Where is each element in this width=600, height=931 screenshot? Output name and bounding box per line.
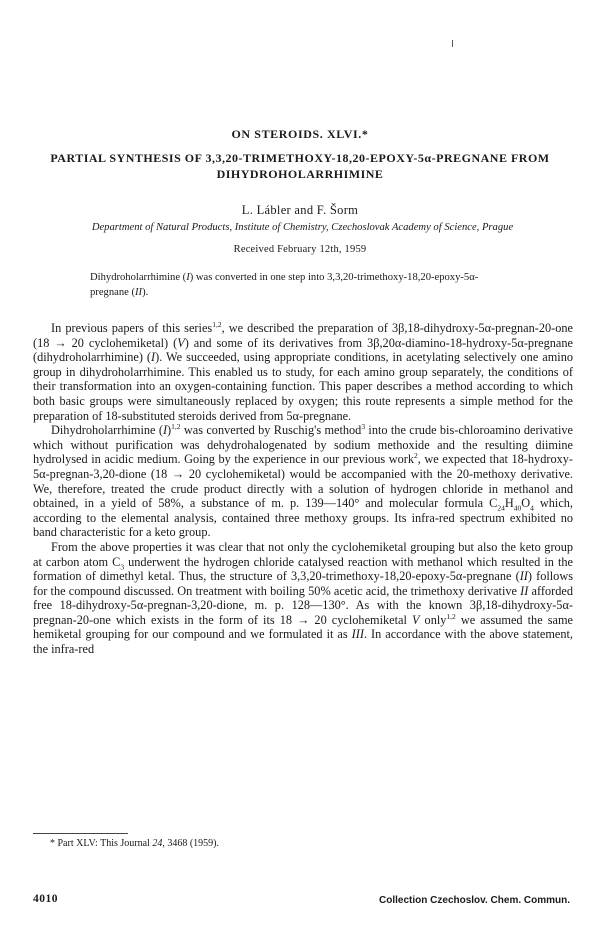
text-run: ) and some of its derivatives from 3β,20α-diamino-18-hydroxy-5α-pregnane (dihydroholarrhimine) ( [33, 335, 573, 365]
abstract-text: Dihydroholarrhimine ( [90, 272, 187, 283]
compound-ref: III [351, 627, 364, 642]
text-run: underwent the hydrogen chloride catalysed reaction with methanol which resulted in the formation of dimethyl ketal. Thus, the structure of 3,3,20-trimethoxy-18,20-epoxy-5α-pregnane ( [33, 554, 573, 584]
received-date: Received February 12th, 1959 [233, 244, 367, 255]
text-run: , we described the preparation of 3β,18-dihydroxy-5α-pregnan-20-one (18 → 20 cyclohemiketal) ( [33, 321, 573, 350]
citation-ref: 2 [413, 451, 418, 461]
text-run: which, according to the elemental analysis, contained three methoxy groups. Its infra-red spectrum exhibited no band characteristic for a keto group. [33, 496, 573, 540]
formula-subscript: 3 [120, 561, 125, 571]
text-run: . In accordance with the above statement, the infra-red [33, 627, 573, 657]
text-run: was converted by Ruschig's method [180, 423, 362, 438]
page-number: 4010 [33, 893, 58, 905]
affiliation: Department of Natural Products, Institute of Chemistry, Czechoslovak Academy of Science, Prague [91, 222, 514, 233]
citation-ref: 3 [361, 422, 366, 432]
text-run: From the above properties it was clear that not only the cyclohemiketal grouping but also the keto group at carbon atom C [33, 539, 573, 569]
paper-title: PARTIAL SYNTHESIS OF 3,3,20-TRIMETHOXY-18,20-EPOXY-5α-PREGNANE FROM DIHYDROHOLARRHIMINE [50, 151, 550, 181]
compound-ref: II [135, 286, 143, 298]
text-run: we assumed the same hemiketal grouping for our compound and we formulated it as [33, 612, 573, 642]
compound-ref: I [162, 423, 168, 438]
compound-ref: V [411, 612, 420, 627]
text-run: ) [167, 423, 172, 438]
compound-ref: V [177, 335, 185, 350]
formula-subscript: 40 [513, 503, 522, 513]
paragraph-2 [33, 423, 573, 540]
paragraph-1 [33, 321, 573, 423]
formula-subscript: 4 [530, 503, 534, 513]
journal-name: Collection Czechoslov. Chem. Commun. [379, 895, 570, 906]
compound-ref: II [520, 583, 529, 598]
body-text [33, 321, 573, 657]
abstract-text: ). [142, 286, 149, 298]
text-run: into the crude bis-chloroamino derivative which without purification was dehydrohalogenated by sodium methoxide and the resulting diimine hydrolysed in acidic medium. Going by the experience in our previous work [33, 423, 573, 467]
footnote-text: * Part XLV: This Journal [50, 838, 153, 849]
text-run: ). We succeeded, using appropriate conditions, in acetylating selectively one amino group in dihydroholarrhimine. This enabled us to study, for each amino group separately, the conditions of their transformation into an oxygen-containing function. This paper describes a method according to which both basic groups were simultaneously replaced by oxygen; this route represents a simple method for the preparation of 18-substituted steroids derived from 5α-pregnane. [33, 350, 573, 423]
citation-ref: 1,2 [171, 422, 181, 432]
text-run: Dihydroholarrhimine ( [51, 423, 163, 438]
footnote-text: , 3468 (1959). [162, 838, 219, 849]
text-run: ) follows for the compound discussed. On treatment with boiling 50% acetic acid, the trimethoxy derivative [33, 569, 573, 598]
formula-subscript: 24 [497, 503, 505, 513]
paragraph-3 [33, 540, 573, 657]
compound-ref: I [186, 272, 190, 283]
text-run: only [419, 612, 447, 627]
margin-mark [452, 40, 453, 47]
citation-ref: 1,2 [446, 611, 456, 621]
text-run: O [521, 496, 531, 511]
footnote [50, 838, 219, 849]
abstract-text: ) was converted in one step into 3,3,20-trimethoxy-18,20-epoxy-5α-pregnane ( [90, 272, 479, 298]
citation-ref: 1,2 [212, 319, 222, 329]
text-run: H [504, 496, 514, 511]
compound-ref: II [519, 569, 528, 584]
footnote-volume: 24 [152, 838, 163, 849]
series-heading: ON STEROIDS. XLVI.* [231, 127, 369, 141]
text-run: , we expected that 18-hydroxy-5α-pregnan-3,20-dione (18 → 20 cyclohemiketal) would be accompanied with the 20-methoxy derivative. We, therefore, treated the crude product directly with a solution of hydrogen chloride in methanol and obtained, in a yield of 58%, a substance of m. p. 139—140° and molecular formula C [33, 452, 573, 511]
compound-ref: I [151, 350, 156, 365]
text-run: afforded free 18-dihydroxy-5α-pregnan-3,20-dione, m. p. 128—130°. As with the known 3β,18-dihydroxy-5α-pregnan-20-one which exists in the form of its 18 → 20 cyclohemiketal [33, 583, 573, 627]
authors: L. Lábler and F. Šorm [241, 203, 359, 217]
footnote-divider [33, 833, 128, 834]
abstract [90, 271, 510, 300]
text-run: In previous papers of this series [51, 321, 213, 335]
